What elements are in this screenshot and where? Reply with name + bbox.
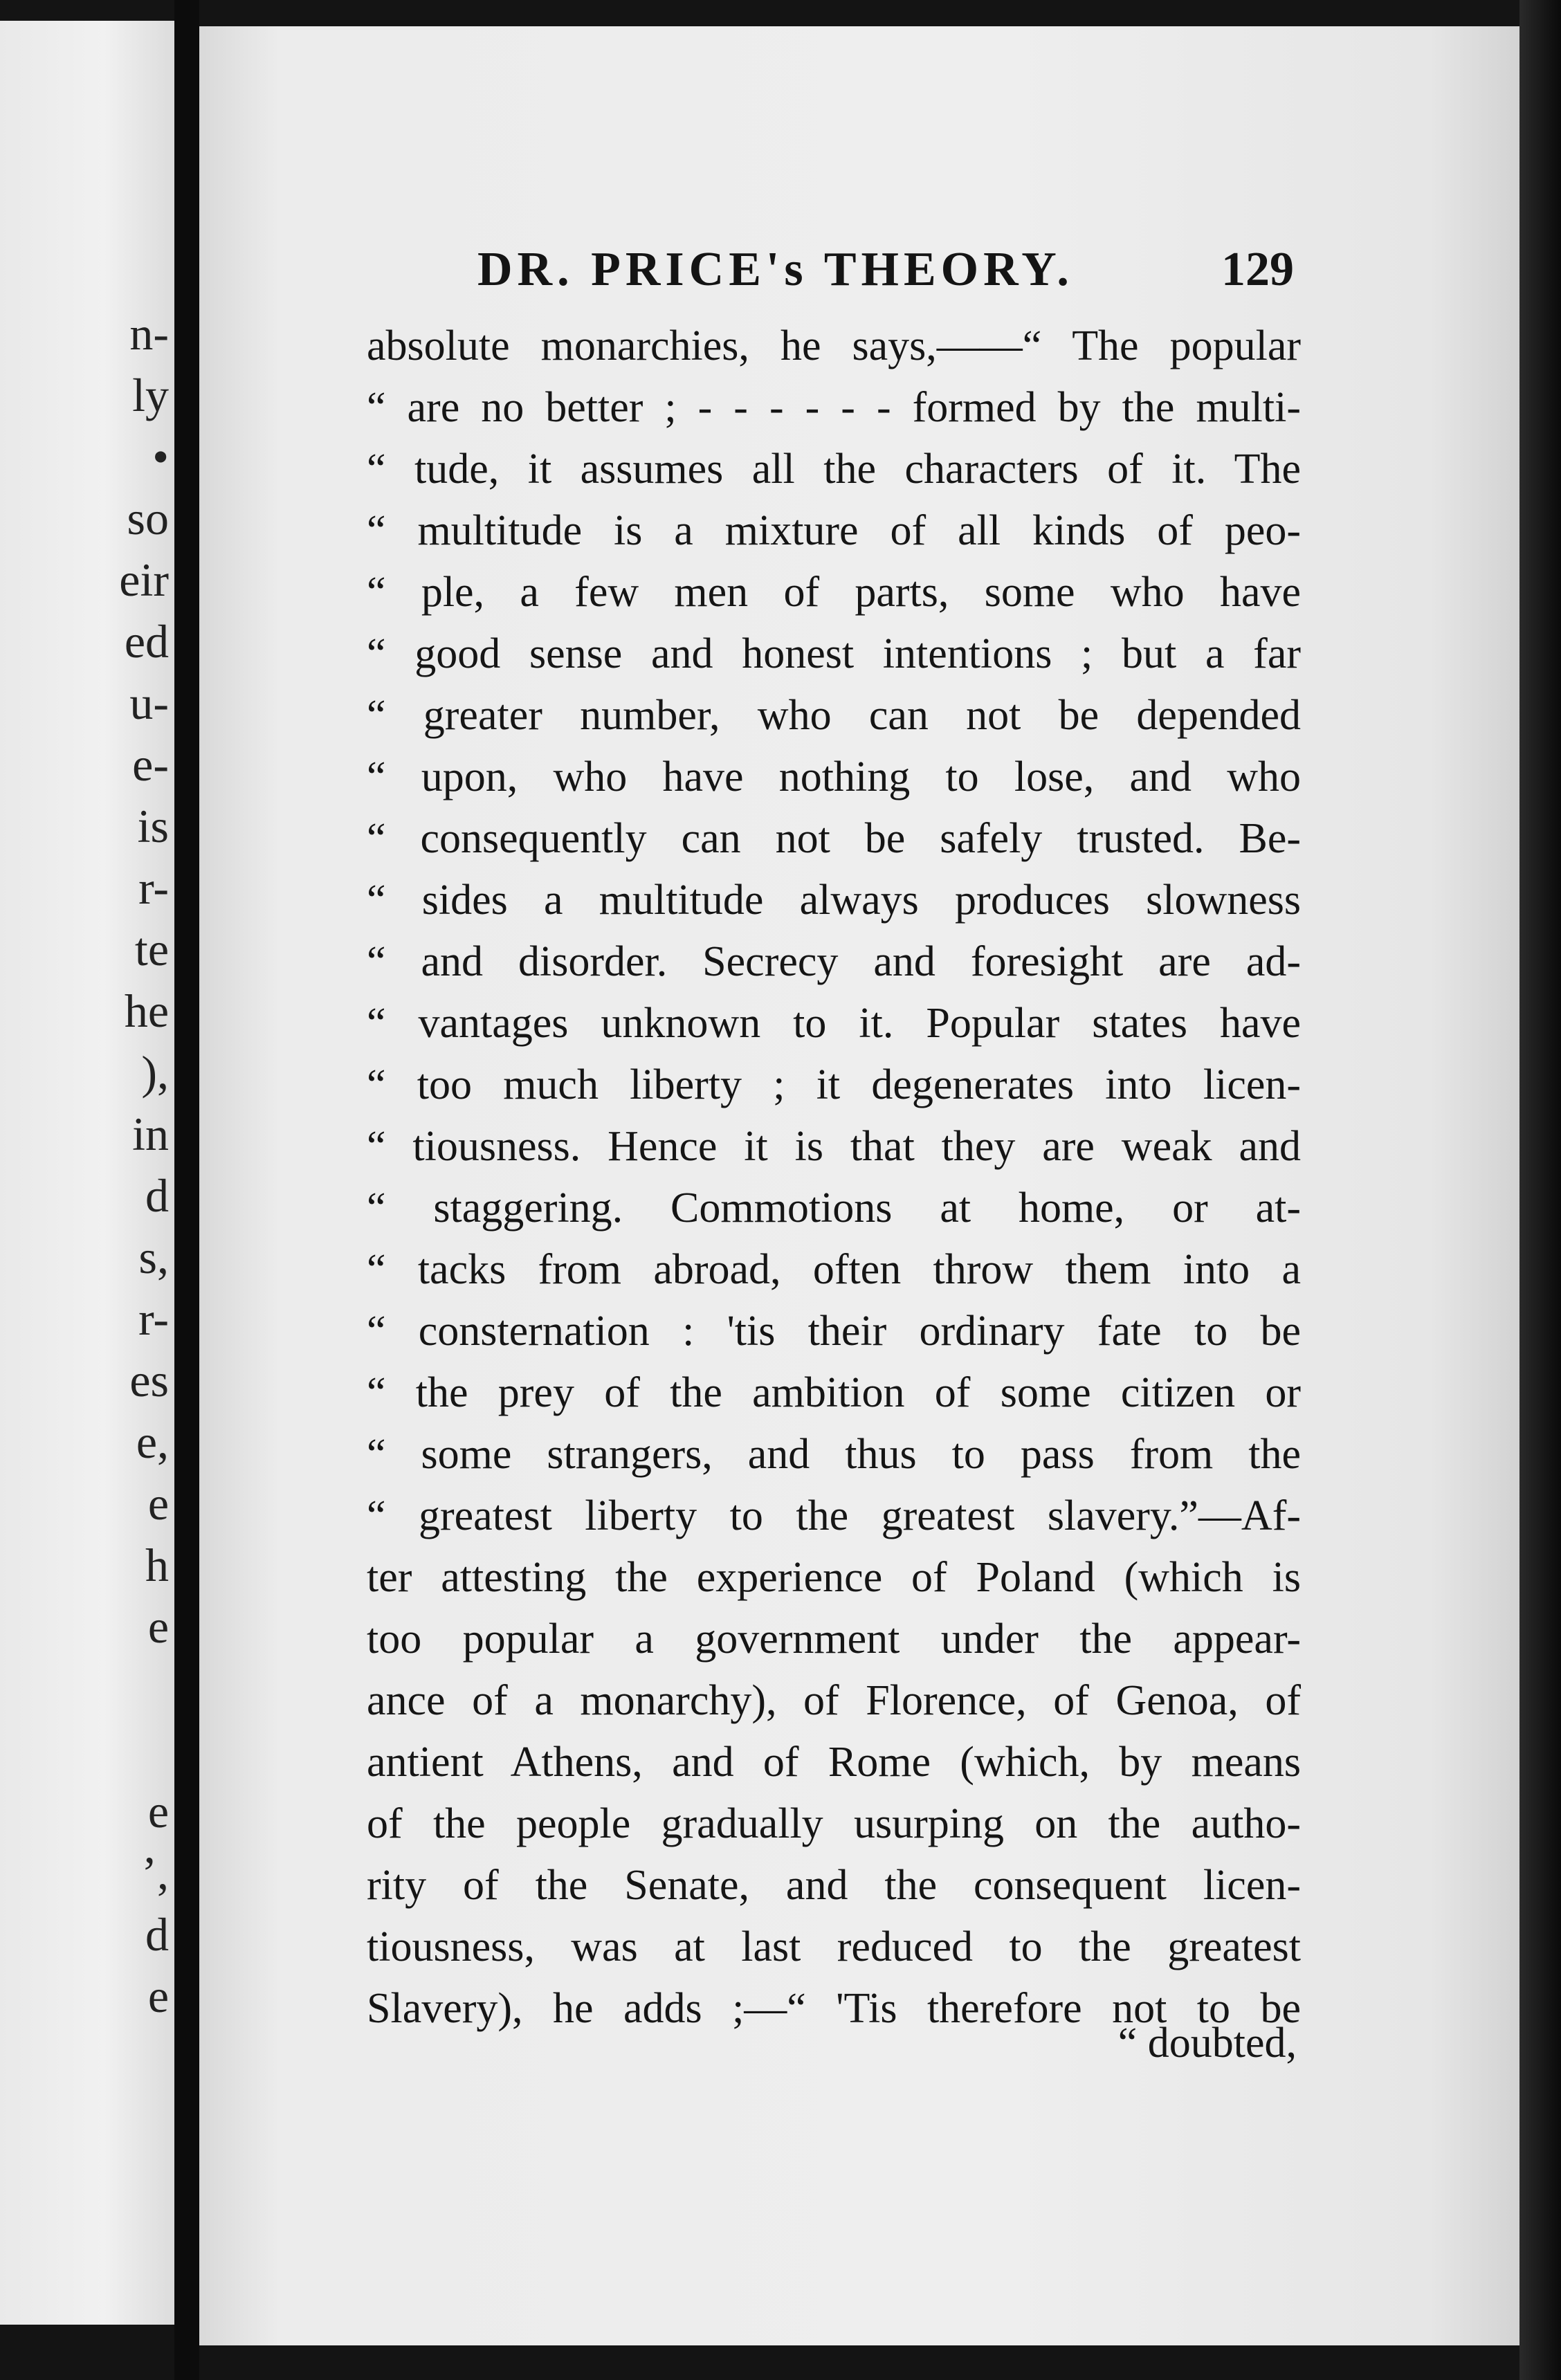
text-line: “ some strangers, and thus to pass from the	[367, 1431, 1301, 1478]
book-gutter	[174, 0, 199, 2380]
text-line: tiousness, was at last reduced to the greatest	[367, 1923, 1301, 1970]
text-line: “ consequently can not be safely trusted. Be-	[367, 815, 1301, 862]
previous-page-fragment: ),	[141, 1046, 169, 1099]
text-line: “ tacks from abroad, often throw them into a	[367, 1246, 1301, 1293]
text-line: “ ple, a few men of parts, some who have	[367, 569, 1301, 616]
page-edge	[1519, 0, 1561, 2380]
text-line: “ the prey of the ambition of some citizen or	[367, 1369, 1301, 1416]
text-line: of the people gradually usurping on the autho-	[367, 1800, 1301, 1847]
catchword-container	[367, 0, 1301, 2380]
previous-page-fragment: d	[145, 1169, 169, 1222]
previous-page-fragment: h	[145, 1539, 169, 1591]
text-line: ance of a monarchy), of Florence, of Genoa, of	[367, 1677, 1301, 1724]
page-number: 129	[1221, 243, 1294, 296]
previous-page-fragment: in	[132, 1108, 169, 1160]
previous-page-fragment: e	[147, 1477, 169, 1530]
previous-page-fragment: is	[137, 800, 169, 852]
text-line: “ staggering. Commotions at home, or at-	[367, 1184, 1301, 1232]
previous-page-fragment: es	[129, 1354, 169, 1407]
previous-page-fragment: u-	[129, 677, 169, 729]
text-line: Slavery), he adds ;—“ 'Tis therefore not to be	[367, 1985, 1301, 2032]
previous-page-fragment: r-	[138, 1292, 169, 1345]
previous-page-fragment: e	[147, 1785, 169, 1838]
text-line: ter attesting the experience of Poland (which is	[367, 1554, 1301, 1601]
text-line: “ and disorder. Secrecy and foresight are ad-	[367, 938, 1301, 985]
previous-page-fragment: te	[134, 923, 169, 976]
previous-page-fragment: e-	[132, 738, 169, 791]
previous-page	[0, 21, 174, 2325]
text-line: too popular a government under the appear-	[367, 1615, 1301, 1663]
text-line: “ sides a multitude always produces slowness	[367, 877, 1301, 924]
text-line: “ upon, who have nothing to lose, and who	[367, 753, 1301, 800]
previous-page-fragment: •	[152, 430, 169, 483]
previous-page-fragment: r-	[138, 861, 169, 914]
previous-page-fragment: e	[147, 1600, 169, 1653]
previous-page-fragment: s,	[138, 1231, 169, 1283]
text-line: “ tude, it assumes all the characters of it. The	[367, 446, 1301, 493]
previous-page-fragment: ly	[132, 369, 169, 421]
text-line: “ multitude is a mixture of all kinds of peo-	[367, 507, 1301, 554]
previous-page-fragment: e,	[136, 1416, 169, 1468]
previous-page-fragment: d	[145, 1908, 169, 1961]
text-line: absolute monarchies, he says,——“ The popular	[367, 322, 1301, 369]
previous-page-fragment: he	[124, 985, 169, 1037]
catchword: “ doubted,	[1117, 2020, 1297, 2067]
text-line: “ are no better ; - - - - - - formed by the multi-	[367, 384, 1301, 431]
previous-page-fragment: ed	[124, 615, 169, 668]
text-line: “ good sense and honest intentions ; but a far	[367, 630, 1301, 677]
running-head: DR. PRICE's THEORY.	[477, 243, 1074, 296]
text-line: “ greater number, who can not be depended	[367, 692, 1301, 739]
text-line: “ greatest liberty to the greatest slavery.”—Af-	[367, 1492, 1301, 1539]
previous-page-fragment: so	[127, 492, 169, 544]
text-line: “ too much liberty ; it degenerates into licen-	[367, 1061, 1301, 1108]
previous-page-fragment: n-	[129, 307, 169, 360]
previous-page-fragment: ’,	[141, 1847, 169, 1899]
text-line: rity of the Senate, and the consequent licen-	[367, 1862, 1301, 1909]
text-line: “ consternation : 'tis their ordinary fate to be	[367, 1308, 1301, 1355]
text-line: “ vantages unknown to it. Popular states have	[367, 1000, 1301, 1047]
previous-page-fragment: e	[147, 1970, 169, 2022]
text-line: antient Athens, and of Rome (which, by means	[367, 1739, 1301, 1786]
text-line: “ tiousness. Hence it is that they are weak and	[367, 1123, 1301, 1170]
previous-page-fragment: eir	[119, 553, 169, 606]
